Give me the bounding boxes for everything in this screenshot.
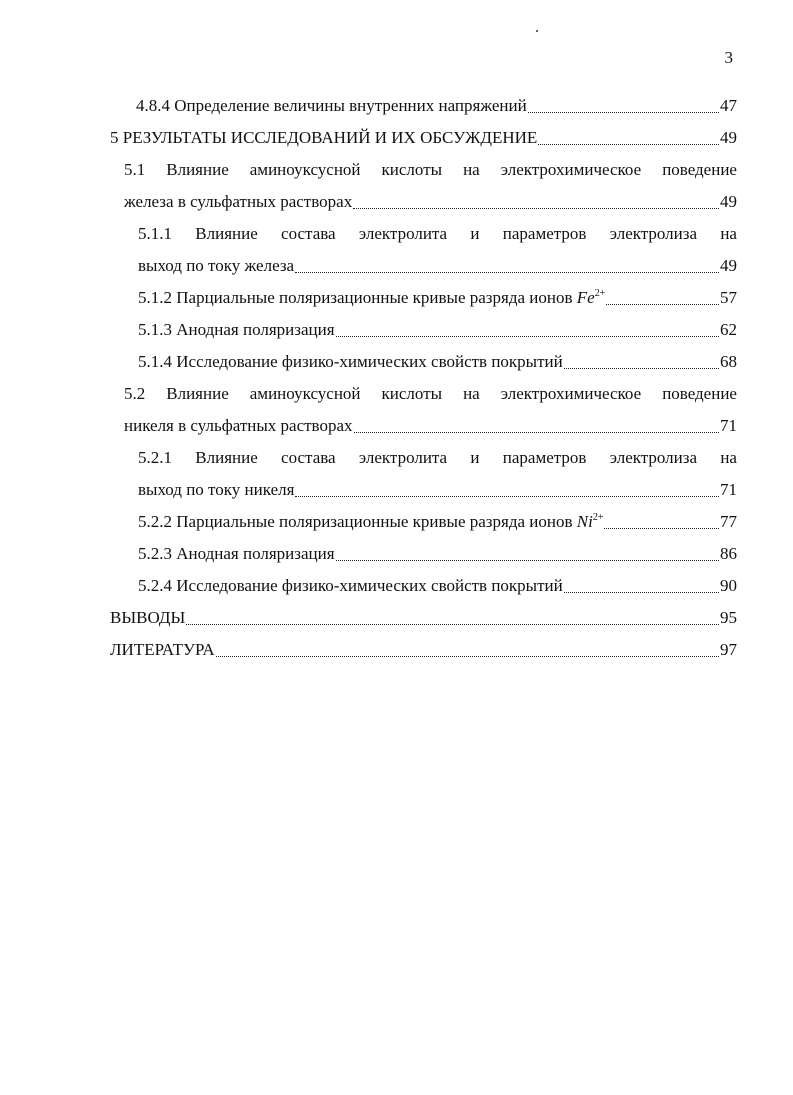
toc-entry-5[interactable] [110,126,737,150]
word: на [720,448,737,467]
toc-entry-page: 97 [720,640,737,659]
dot-leader [336,318,719,337]
word: параметров [502,224,587,243]
dot-leader [295,254,719,273]
toc-entry-5-1-4[interactable] [138,350,737,374]
dot-leader [186,606,719,625]
toc-entry-5-1-2[interactable] [138,286,737,310]
toc-entry-5-2-3[interactable] [138,542,737,566]
toc-entry-5-1-3[interactable] [138,318,737,342]
toc-entry-page: 90 [720,576,737,595]
toc-entry-5-1-1-line1[interactable] [138,222,737,246]
toc-entry-title: 5.2.4 Исследование физико-химических свойств покрытий [138,576,563,595]
word: состава [281,224,336,243]
word: и [470,448,480,467]
toc-entry-5-2-2[interactable] [138,510,737,534]
dot-leader [564,574,719,593]
word: Влияние [195,448,258,467]
word: 5.2 [124,384,146,403]
word: Влияние [195,224,258,243]
toc-entry-title [138,286,605,310]
toc-entry-page: 71 [720,416,737,435]
word: поведение [662,384,737,403]
toc-entry-title: 5.1.4 Исследование физико-химических свойств покрытий [138,352,563,371]
toc-entry-title: железа в сульфатных растворах [124,192,353,211]
toc-entry-page: 86 [720,544,737,563]
ion-symbol: Fe [576,288,595,307]
word: 5.2.1 [138,448,172,467]
toc-entry-4-8-4[interactable] [136,94,737,118]
word: электрохимическое [500,160,642,179]
word: электрохимическое [500,384,642,403]
dot-leader [336,542,719,561]
dot-leader [354,414,719,433]
word: и [470,224,480,243]
dot-leader [295,478,719,497]
dot-leader [353,190,719,209]
toc-entry-title: выход по току железа [138,256,295,275]
word: электролиза [609,224,698,243]
dot-leader [528,94,719,113]
word: аминоуксусной [249,160,361,179]
toc-entry-5-2-4[interactable] [138,574,737,598]
toc-entry-page: 49 [720,128,737,147]
scan-speck [536,30,538,32]
toc-entry-title: 5 РЕЗУЛЬТАТЫ ИССЛЕДОВАНИЙ И ИХ ОБСУЖДЕНИЕ [110,128,538,147]
toc-entry-page: 57 [720,288,737,307]
dot-leader [606,286,719,305]
toc-entry-page: 49 [720,192,737,211]
toc-entry-title [138,510,603,534]
word: на [463,384,480,403]
toc-entry-page: 77 [720,512,737,531]
toc-entry-5-2-line2[interactable] [124,414,737,438]
toc-entry-title: выход по току никеля [138,480,295,499]
toc-entry-5-1-1-line2[interactable] [138,254,737,278]
toc-entry-page: 68 [720,352,737,371]
word: на [463,160,480,179]
toc-entry-page: 47 [720,96,737,115]
word: кислоты [381,160,443,179]
word: параметров [502,448,587,467]
word: состава [281,448,336,467]
word: электролиза [609,448,698,467]
ion-charge: 2+ [594,288,606,299]
page-number: 3 [724,48,733,67]
title-text: 5.1.2 Парциальные поляризационные кривые разряда ионов [138,288,573,307]
toc-entry-title: 4.8.4 Определение величины внутренних напряжений [136,96,527,115]
toc-entry-page: 49 [720,256,737,275]
toc-entry-page: 62 [720,320,737,339]
toc-entry-5-2-line1[interactable] [124,382,737,406]
dot-leader [564,350,719,369]
toc-entry-title: 5.2.3 Анодная поляризация [138,544,335,563]
word: Влияние [166,384,229,403]
toc-entry-page: 95 [720,608,737,627]
word: аминоуксусной [249,384,361,403]
ion-charge: 2+ [592,512,604,523]
toc-entry-title: ЛИТЕРАТУРА [110,640,215,659]
dot-leader [216,638,719,657]
word: 5.1 [124,160,146,179]
toc-entry-literature[interactable] [110,638,737,662]
toc-entry-page: 71 [720,480,737,499]
toc-entry-title: никеля в сульфатных растворах [124,416,353,435]
word: кислоты [381,384,443,403]
toc-entry-title: 5.1.3 Анодная поляризация [138,320,335,339]
word: электролита [358,224,448,243]
word: электролита [358,448,448,467]
title-text: 5.2.2 Парциальные поляризационные кривые разряда ионов [138,512,573,531]
word: на [720,224,737,243]
toc-entry-5-2-1-line2[interactable] [138,478,737,502]
word: поведение [662,160,737,179]
word: Влияние [166,160,229,179]
toc-entry-5-1-line1[interactable] [124,158,737,182]
word: 5.1.1 [138,224,172,243]
toc-entry-title: ВЫВОДЫ [110,608,186,627]
ion-symbol: Ni [576,512,593,531]
toc-entry-conclusions[interactable] [110,606,737,630]
dot-leader [538,126,719,145]
dot-leader [604,510,719,529]
toc-entry-5-1-line2[interactable] [124,190,737,214]
toc-entry-5-2-1-line1[interactable] [138,446,737,470]
